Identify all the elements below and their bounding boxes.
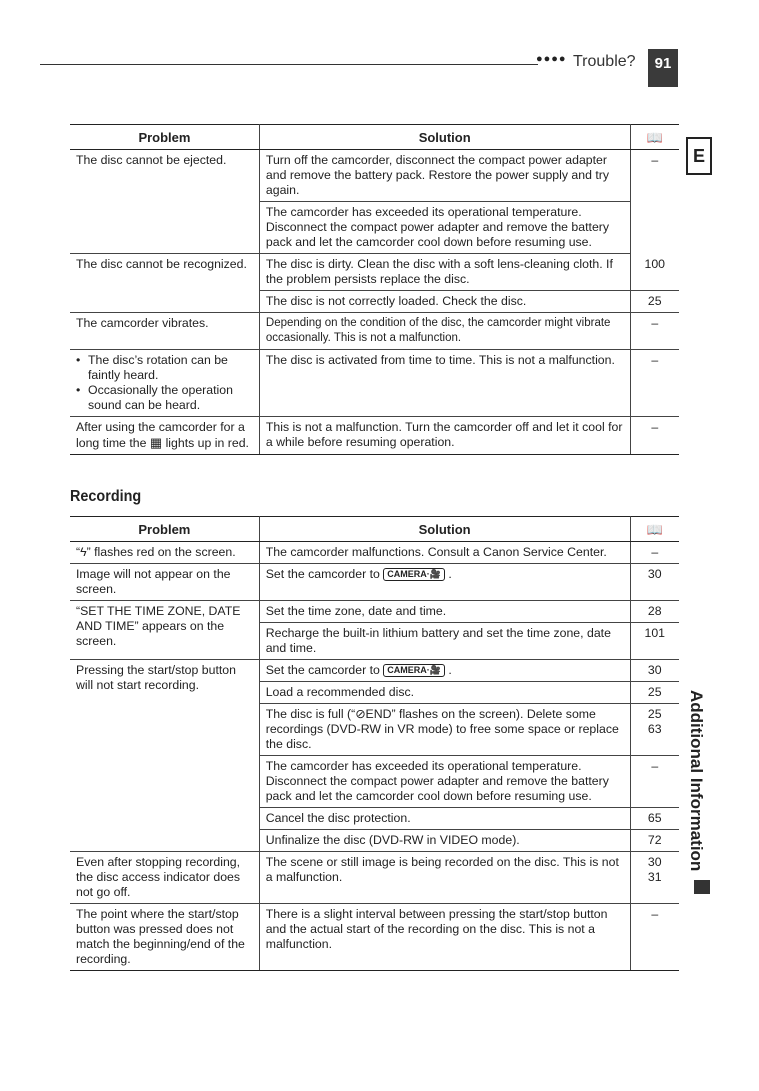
solution-cell: Recharge the built-in lithium battery and set the time zone, date and time. — [259, 623, 630, 660]
problem-cell: Pressing the start/stop button will not start recording. — [70, 660, 259, 852]
solution-cell: The disc is activated from time to time. This is not a malfunction. — [259, 350, 630, 417]
solution-text: END” flashes on the screen). Delete some recordings (DVD-RW in VR mode) to free some space or replace the disc. — [265, 707, 619, 751]
section-heading: Recording — [70, 488, 142, 505]
solution-cell: The scene or still image is being recorded on the disc. This is not a malfunction. — [259, 852, 630, 904]
table-row — [70, 904, 679, 971]
solution-cell: Depending on the condition of the disc, the camcorder might vibrate occasionally. This is not a malfunction. — [259, 313, 630, 350]
page-ref — [630, 704, 679, 756]
camera-mode-badge: CAMERA·🎥 — [383, 568, 445, 581]
solution-cell: Set the camcorder to CAMERA·🎥 . — [259, 660, 630, 682]
solution-cell: Set the time zone, date and time. — [259, 601, 630, 623]
problem-text: After using the camcorder for a long time the — [76, 420, 245, 450]
page-ref: 25 — [630, 682, 679, 704]
solution-cell: This is not a malfunction. Turn the camcorder off and let it cool for a while before resuming operation. — [259, 417, 630, 455]
column-solution: Solution — [259, 517, 630, 542]
page-ref: 65 — [630, 808, 679, 830]
page-ref: 72 — [630, 830, 679, 852]
table-row — [70, 417, 679, 455]
page-ref — [630, 852, 679, 904]
problem-cell: The disc cannot be ejected. — [70, 150, 259, 254]
warning-icon: ϟ — [80, 545, 87, 559]
solution-cell: The disc is not correctly loaded. Check the disc. — [259, 291, 630, 313]
table-row — [70, 852, 679, 904]
book-icon: 📖 — [630, 517, 679, 542]
table-row — [70, 660, 679, 682]
table-header — [70, 125, 679, 150]
problem-cell: “SET THE TIME ZONE, DATE AND TIME” appears on the screen. — [70, 601, 259, 660]
solution-text: The disc is full (“ — [265, 707, 356, 721]
page-ref: – — [630, 313, 679, 350]
table-row — [70, 254, 679, 291]
disc-full-icon: ⊘ — [355, 707, 366, 721]
language-badge: E — [686, 137, 712, 175]
side-section-label — [676, 690, 716, 880]
table-row — [70, 150, 679, 202]
page-ref: 100 — [630, 254, 679, 291]
bullet-text: The disc’s rotation can be faintly heard. — [88, 353, 228, 382]
page-ref: – — [630, 417, 679, 455]
page-ref-line: 25 — [647, 707, 662, 721]
column-solution: Solution — [259, 125, 630, 150]
solution-cell: Set the camcorder to CAMERA·🎥 . — [259, 564, 630, 601]
page-ref-line: 31 — [647, 870, 662, 884]
header-rule — [40, 64, 538, 65]
side-marker — [694, 880, 710, 894]
troubleshooting-table-disc — [70, 124, 679, 455]
page-ref: – — [630, 350, 679, 417]
solution-cell: Turn off the camcorder, disconnect the compact power adapter and remove the battery pack. Restore the power supply and try again. — [259, 150, 630, 202]
solution-text: Set the camcorder to — [265, 663, 380, 677]
page-ref-line: 63 — [647, 722, 662, 736]
problem-cell: The camcorder vibrates. — [70, 313, 259, 350]
problem-cell: The point where the start/stop button was pressed does not match the beginning/end of the recording. — [70, 904, 259, 971]
problem-cell: Image will not appear on the screen. — [70, 564, 259, 601]
problem-cell — [70, 417, 259, 455]
solution-cell: The camcorder has exceeded its operational temperature. Disconnect the compact power adapter and remove the battery pack and let the camcorder cool down before resuming use. — [259, 756, 630, 808]
disc-access-indicator-icon: ▦ — [149, 435, 163, 450]
page-ref: 30 — [630, 564, 679, 601]
solution-cell: The camcorder has exceeded its operational temperature. Disconnect the compact power adapter and remove the battery pack and let the camcorder cool down before resuming use. — [259, 202, 630, 254]
page-title: Trouble? — [573, 53, 636, 70]
problem-text: ” flashes red on the screen. — [86, 545, 236, 559]
page-ref: 101 — [630, 623, 679, 660]
solution-cell: Cancel the disc protection. — [259, 808, 630, 830]
table-row — [70, 564, 679, 601]
solution-cell: Unfinalize the disc (DVD-RW in VIDEO mode). — [259, 830, 630, 852]
table-row — [70, 313, 679, 350]
bullet-item: • The disc’s rotation can be faintly heard. — [76, 353, 253, 383]
page-ref: – — [630, 756, 679, 808]
troubleshooting-table-recording — [70, 516, 679, 971]
page-ref: – — [651, 153, 659, 167]
table-row — [70, 350, 679, 417]
page-ref: 30 — [630, 660, 679, 682]
page-number: 91 — [648, 49, 678, 87]
table-header — [70, 517, 679, 542]
solution-cell: The camcorder malfunctions. Consult a Canon Service Center. — [259, 542, 630, 564]
solution-cell: Load a recommended disc. — [259, 682, 630, 704]
column-problem: Problem — [70, 125, 259, 150]
book-icon: 📖 — [630, 125, 679, 150]
solution-text: Set the camcorder to — [265, 567, 380, 581]
page-ref: 25 — [630, 291, 679, 313]
problem-text: “ — [76, 545, 81, 559]
bullet-text: Occasionally the operation sound can be heard. — [88, 383, 233, 412]
table-row — [70, 601, 679, 623]
page-ref-line: 30 — [647, 855, 662, 869]
bullet-item: • Occasionally the operation sound can be heard. — [76, 383, 253, 413]
problem-text: lights up in red. — [165, 436, 249, 450]
page-ref: – — [630, 542, 679, 564]
page-ref: – — [630, 904, 679, 971]
problem-cell: Even after stopping recording, the disc access indicator does not go off. — [70, 852, 259, 904]
problem-cell — [70, 542, 259, 564]
camera-mode-badge: CAMERA·🎥 — [383, 664, 445, 677]
page-ref: 28 — [630, 601, 679, 623]
solution-cell: There is a slight interval between pressing the start/stop button and the actual start of the recording on the disc. This is not a malfunction. — [259, 904, 630, 971]
solution-cell — [259, 704, 630, 756]
solution-cell: The disc is dirty. Clean the disc with a soft lens-cleaning cloth. If the problem persists replace the disc. — [259, 254, 630, 291]
problem-cell: The disc cannot be recognized. — [70, 254, 259, 313]
side-section-text: Additional Information — [687, 690, 706, 872]
column-problem: Problem — [70, 517, 259, 542]
table-row — [70, 542, 679, 564]
problem-cell — [70, 350, 259, 417]
header-dots: ●●●● — [536, 53, 567, 65]
